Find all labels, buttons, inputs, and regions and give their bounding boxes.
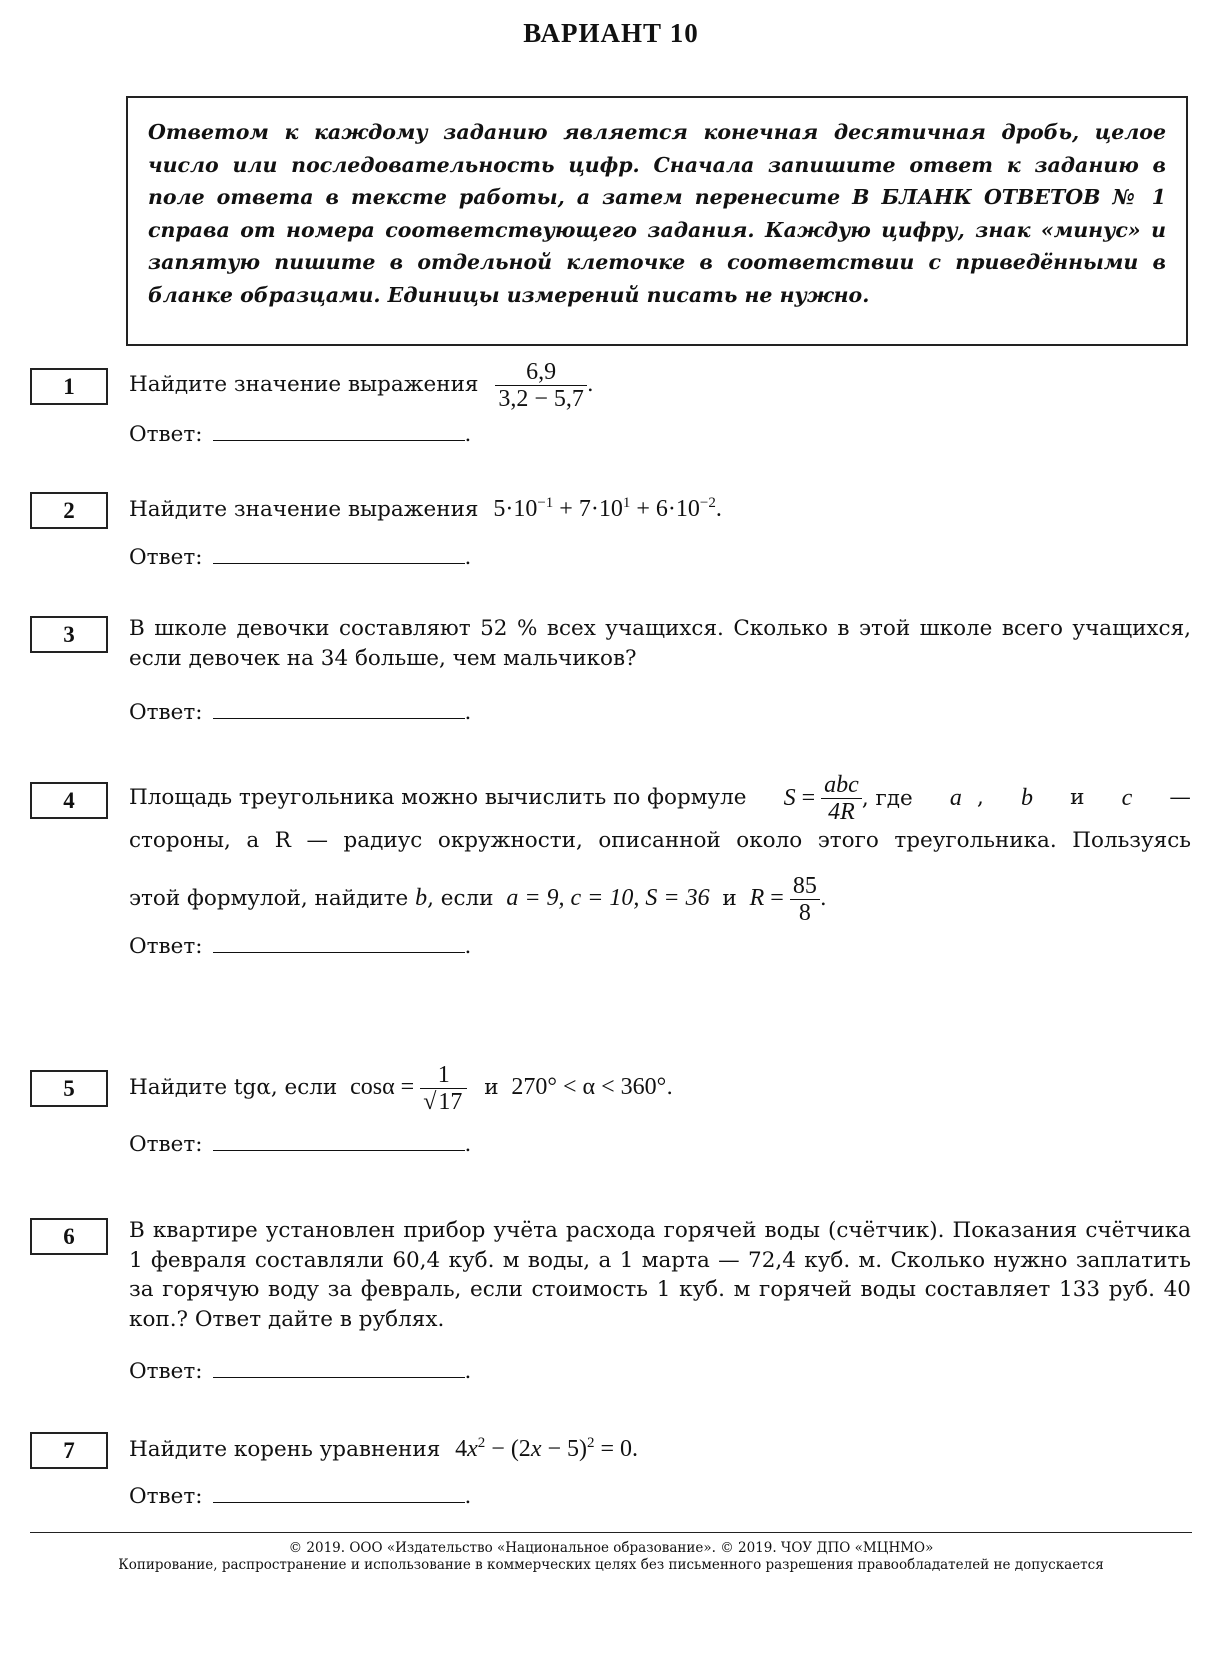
cos-denominator [420,1089,467,1115]
task-7-text [129,1428,1191,1465]
answer-label: Ответ: [129,934,203,959]
expr-term-3: + 6·10 [630,496,700,522]
answer-dot: . [464,1484,472,1509]
task-5-prompt: Найдите tgα, если [129,1075,338,1100]
answer-label: Ответ: [129,700,203,725]
answer-dot: . [464,422,472,447]
task-1-prompt: Найдите значение выражения [129,372,479,397]
expr-exp-3: −2 [699,495,716,511]
task-4-line-3 [129,866,1191,930]
task-5-range: 270° < α < 360° [511,1074,667,1100]
answer-field[interactable] [213,1480,465,1503]
conj-and-5: и [484,1075,499,1100]
expr-term-1: 5·10 [493,496,538,522]
task-2-expression [493,496,722,522]
answer-dot: . [464,545,472,570]
task-4-prompt: Площадь треугольника можно вычислить по формуле [129,785,747,810]
task-number-7: 7 [30,1432,108,1469]
task-7-answer [129,1480,529,1510]
answer-field[interactable] [213,696,465,719]
task-3-answer [129,696,529,726]
instructions-box: Ответом к каждому заданию является конечная десятичная дробь, целое число или последовательность цифр. Сначала запишите ответ к заданию в поле ответа в тексте работы, а затем перенесите В БЛАНК ОТВЕТОВ № 1 справа от номера соответствующего задания. Каждую цифру, знак «минус» и запятую пишите в отдельной клеточке в соответствии с приведёнными в бланке образцами. Единицы измерений писать не нужно. [126,96,1188,346]
expr-term-2: + 7·10 [553,496,623,522]
task-4-line-2: стороны, а R — радиус окружности, описанной около этого треугольника. Пользуясь [129,828,1191,853]
var-a: a [949,785,962,811]
task-number-1: 1 [30,368,108,405]
task-number-2: 2 [30,492,108,529]
task-number-3: 3 [30,616,108,653]
task-2-text [129,488,1191,525]
footer-divider [30,1532,1192,1533]
var-b-find: b [415,885,428,911]
task-1-answer [129,418,529,448]
task-4-formula [784,766,913,831]
equals-sign-2: = [764,885,790,911]
eq-coef: 4 [455,1436,468,1462]
equals-sign: = [795,784,822,811]
answer-dot: . [464,1359,472,1384]
sqrt-radicand: 17 [438,1088,463,1115]
task-4-answer [129,930,529,960]
task-6-answer [129,1355,529,1385]
task-7-prompt: Найдите корень уравнения [129,1437,441,1462]
answer-field[interactable] [213,1355,465,1378]
task-5-text [129,1052,1191,1122]
task-7-equation [455,1436,638,1462]
var-s: S [783,784,796,811]
expr-exp-2: 1 [622,495,631,511]
conj-and-2: и [722,886,737,911]
task-6-text: В квартире установлен прибор учёта расхода горячей воды (счётчик). Показания счётчика 1 февраля составляли 60,4 куб. м воды, а 1 марта — 72,4 куб. м. Сколько нужно заплатить за горячую воду за февраль, если стоимость 1 куб. м горячей воды составляет 133 руб. 40 коп.? Ответ дайте в рублях. [129,1218,1191,1332]
r-denominator: 8 [798,899,811,926]
answer-field[interactable] [213,1128,465,1151]
expr-exp-1: −1 [537,495,554,511]
task-2-prompt: Найдите значение выражения [129,497,479,522]
answer-label: Ответ: [129,1359,203,1384]
dash: — [1169,785,1191,810]
task-3-text: В школе девочки составляют 52 % всех учащихся. Сколько в этой школе всего учащихся, если девочек на 34 больше, чем мальчиков? [129,616,1191,671]
answer-label: Ответ: [129,545,203,570]
var-c: c [1121,785,1133,811]
task-4-line-1 [129,766,1191,830]
conj-and: и [1070,785,1085,810]
answer-field[interactable] [213,418,465,441]
task-4-find: этой формулой, найдите [129,886,409,911]
answer-label: Ответ: [129,1484,203,1509]
answer-dot: . [464,1132,472,1157]
task-4-end: . [819,886,827,911]
task-1-fraction [495,359,587,412]
formula-denominator: 4R [828,799,855,825]
formula-fraction [821,772,862,825]
var-b: b [1020,785,1033,811]
cos-fraction [420,1062,467,1115]
footer-notice: Копирование, распространение и использование в коммерческих целях без письменного разрешения правообладателей не допускается [118,1557,1104,1573]
task-4-where: , где [861,785,913,811]
task-4-if: , если [427,886,494,911]
answer-field[interactable] [213,930,465,953]
task-5-end: . [666,1075,674,1100]
var-r: R [749,885,765,911]
eq-part-c: − 5) [541,1436,587,1462]
footer-copyright: © 2019. ООО «Издательство «Национальное образование». © 2019. ЧОУ ДПО «МЦНМО» [288,1540,934,1556]
task-number-4: 4 [30,782,108,819]
comma: , [977,785,984,810]
formula-numerator: abc [821,772,862,799]
task-1-numerator: 6,9 [495,359,587,386]
task-7-end: . [632,1436,639,1462]
task-1-end: . [586,372,594,397]
task-number-5: 5 [30,1070,108,1107]
eq-sq-1: 2 [477,1435,486,1451]
r-numerator: 85 [790,873,820,900]
task-2-end: . [715,496,722,522]
answer-field[interactable] [213,541,465,564]
sqrt-icon: √ [423,1088,437,1115]
task-number-6: 6 [30,1218,108,1255]
eq-x-2: x [530,1436,542,1462]
answer-dot: . [464,700,472,725]
task-4-conditions: a = 9, c = 10, S = 36 [506,885,710,911]
eq-sq-2: 2 [587,1435,595,1451]
r-fraction [790,873,820,926]
task-1-denominator: 3,2 − 5,7 [498,385,584,412]
eq-part-d: = 0 [594,1436,633,1462]
task-1-text [129,350,1191,420]
answer-dot: . [464,934,472,959]
task-5-answer [129,1128,529,1158]
task-2-answer [129,541,529,571]
answer-label: Ответ: [129,1132,203,1157]
answer-label: Ответ: [129,422,203,447]
cos-numerator: 1 [420,1062,467,1089]
task-5-cos: cosα = [350,1074,421,1100]
eq-part-b: − (2 [485,1436,531,1462]
page-title: ВАРИАНТ 10 [523,18,699,48]
eq-x-1: x [467,1436,478,1462]
